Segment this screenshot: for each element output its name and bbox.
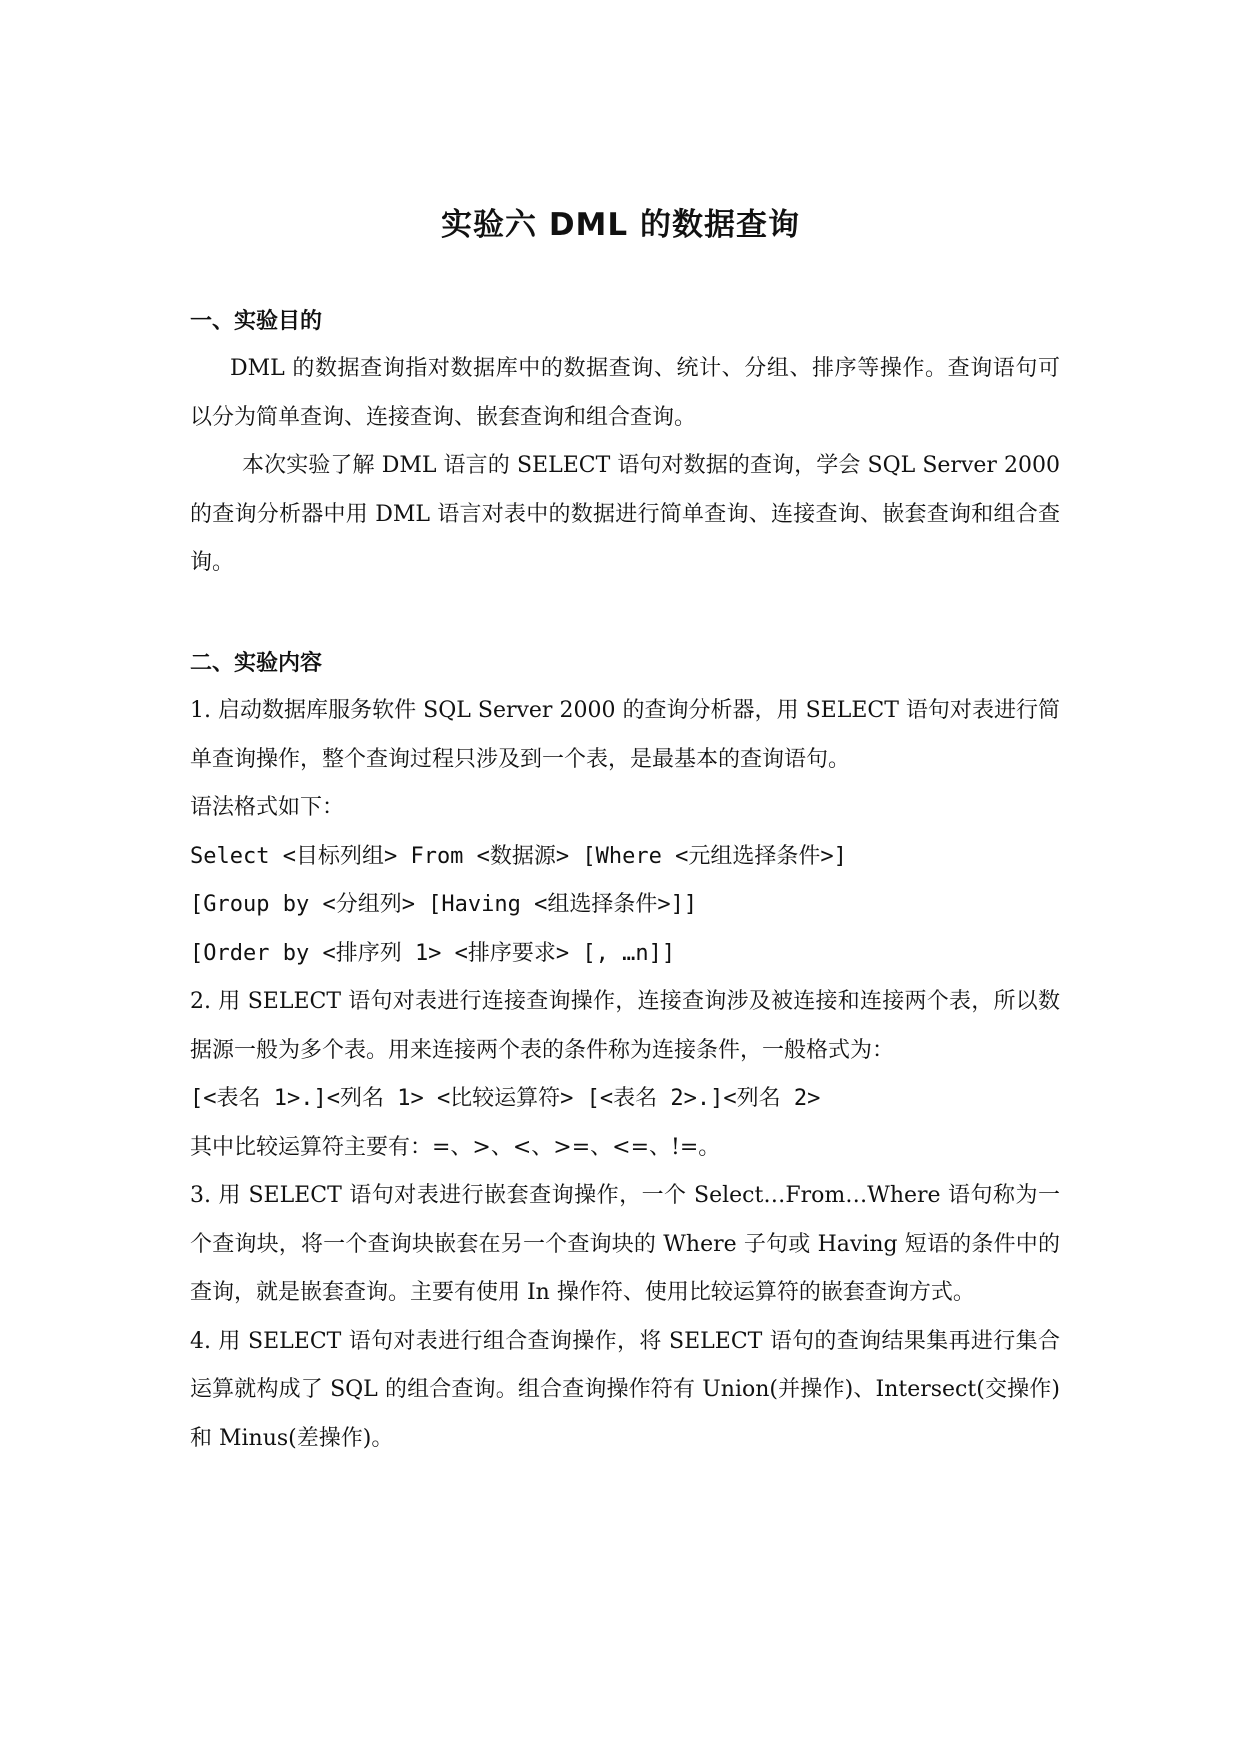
content-item-3: 3. 用 SELECT 语句对表进行嵌套查询操作，一个 Select…From…Where 语句称为一个查询块，将一个查询块嵌套在另一个查询块的 Where 子句或 Having 短语的条件中的查询，就是嵌套查询。主要有使用 In 操作符、使用比较运算符的嵌套查询方式。 <box>190 1183 1060 1305</box>
content-body <box>190 687 1060 1463</box>
syntax-line-2: [Group by <分组列> [Having <组选择条件>]] <box>190 892 698 917</box>
purpose-paragraph-1: DML 的数据查询指对数据库中的数据查询、统计、分组、排序等操作。查询语句可以分为简单查询、连接查询、嵌套查询和组合查询。 <box>190 356 1060 430</box>
join-format-line: [<表名 1>.]<列名 1> <比较运算符> [<表名 2>.]<列名 2> <box>190 1086 821 1111</box>
purpose-paragraph-2: 本次实验了解 DML 语言的 SELECT 语句对数据的查询，学会 SQL Server 2000 的查询分析器中用 DML 语言对表中的数据进行简单查询、连接查询、嵌套查询和组合查询。 <box>190 453 1060 575</box>
syntax-line-1: Select <目标列组> From <数据源> [Where <元组选择条件>] <box>190 843 847 869</box>
section-heading-content: 二、实验内容 <box>190 651 323 676</box>
content-item-2: 2. 用 SELECT 语句对表进行连接查询操作，连接查询涉及被连接和连接两个表，所以数据源一般为多个表。用来连接两个表的条件称为连接条件，一般格式为： <box>190 989 1060 1063</box>
content-item-1: 1. 启动数据库服务软件 SQL Server 2000 的查询分析器，用 SELECT 语句对表进行简单查询操作，整个查询过程只涉及到一个表，是最基本的查询语句。 <box>190 698 1060 772</box>
operators-line: 其中比较运算符主要有：=、>、<、>=、<=、!=。 <box>190 1134 721 1160</box>
purpose-body <box>190 345 1060 588</box>
syntax-label: 语法格式如下： <box>190 795 345 820</box>
section-purpose <box>190 306 1060 338</box>
section-heading-purpose: 一、实验目的 <box>190 309 323 334</box>
section-content <box>190 648 1060 680</box>
page-title: 实验六 DML 的数据查询 <box>441 207 800 243</box>
content-item-4: 4. 用 SELECT 语句对表进行组合查询操作，将 SELECT 语句的查询结果集再进行集合运算就构成了 SQL 的组合查询。组合查询操作符有 Union(并操作)、Intersect(交操作)和 Minus(差操作)。 <box>190 1328 1060 1451</box>
syntax-line-3: [Order by <排序列 1> <排序要求> [, …n]] <box>190 940 676 966</box>
